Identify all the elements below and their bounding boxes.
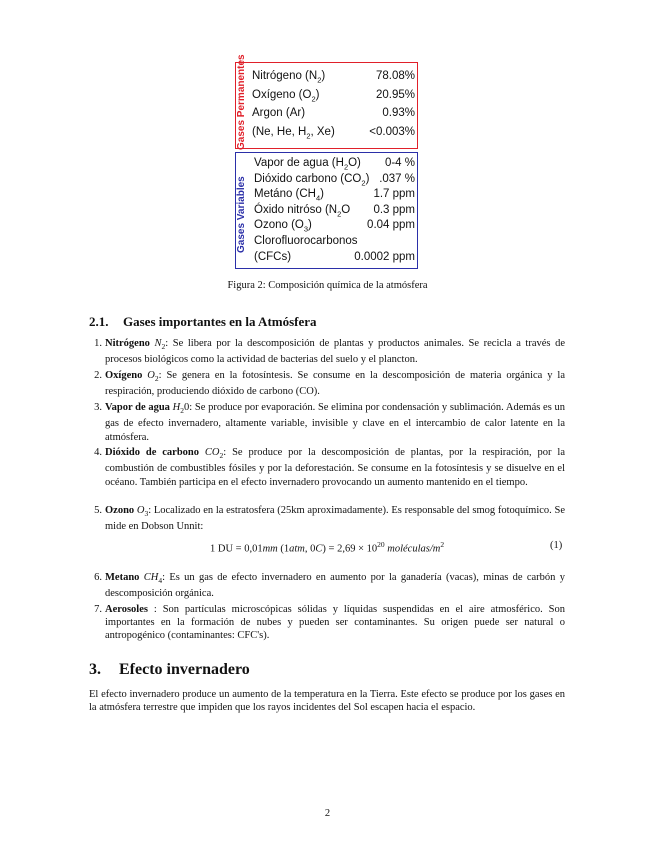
item-text: : Es un gas de efecto invernadero en aumento por la ganadería (vacas), minas de carbón y descomposición orgánica. — [105, 572, 565, 600]
permanent-row — [252, 89, 415, 105]
variable-row — [254, 173, 415, 189]
item-number: 3. — [94, 402, 102, 413]
variable-row — [254, 251, 415, 267]
permanent-row — [252, 126, 415, 142]
equation-body — [210, 540, 444, 555]
variable-gas-value: 0.04 ppm — [367, 219, 415, 232]
permanent-row — [252, 70, 415, 86]
variable-row — [254, 235, 415, 251]
item-formula-sub: 2 — [161, 342, 166, 352]
variable-gas-value: 0.0002 ppm — [354, 250, 415, 263]
section-title: Gases importantes en la Atmósfera — [123, 314, 317, 329]
permanent-gas-name: Argon (Ar) — [252, 107, 306, 119]
item-text: : Se genera en la fotosíntesis. Se consume en la descomposición de materia orgánica y la respiración, produciendo dióxido de carbono (CO). — [105, 370, 566, 398]
item-number: 7. — [94, 604, 102, 615]
greenhouse-paragraph: El efecto invernadero produce un aumento de la temperatura en la Tierra. Este efecto se produce por los gases en la atmósfera terrestre que impiden que los rayos incidentes del Sol escapen hacia el espacio. — [89, 689, 565, 714]
variable-gas-value: .037 % — [379, 172, 415, 185]
item-term: Ozono — [105, 505, 135, 516]
eq-exp: 20 — [377, 540, 385, 549]
item-number: 1. — [94, 338, 102, 349]
section-number: 2.1. — [89, 314, 109, 329]
item-text: : Son partículas microscópicas sólidas y líquidas suspendidas en el aire atmosférico. Son importantes en la formación de nubes y pueden ser contaminantes. Su origen puede ser natural o antropogénico (contaminantes: CFC's). — [105, 604, 566, 642]
permanent-gas-value: <0.003% — [369, 125, 415, 138]
permanent-gases-label: Gases Permanentes — [236, 54, 247, 150]
page-number: 2 — [324, 808, 331, 819]
permanent-row — [252, 107, 415, 123]
eq-rhs: ) = 2,69 × 10 — [322, 543, 378, 555]
item-text: 0: Se produce por evaporación. Se elimina por condensación y sublimación. Además es un gas de efecto invernadero, altamente variable, invisible y clave en el intercambio de calor latente en la atmósfera. — [105, 402, 565, 443]
item-formula: CH — [143, 572, 159, 583]
eq-c: C — [315, 543, 323, 555]
variable-gas-name: Óxido nitróso ($N_2O$ — [254, 203, 351, 219]
item-term: Metano — [105, 572, 140, 583]
item-text: : Se libera por la descomposición de plantas y productos animales. Se recicla a través de procesos biológicos como la actividad de bacterias del suelo y el plancton. — [105, 338, 566, 366]
list-item — [94, 401, 565, 444]
variable-gas-name: Vapor de agua $(H_2O)$ — [254, 157, 361, 172]
list-item — [94, 369, 566, 399]
variable-gas-value: 1.7 ppm — [373, 188, 415, 201]
chapter-title: Efecto invernadero — [119, 661, 250, 678]
variable-gases-label: Gases Variables — [236, 176, 247, 253]
section-heading — [89, 314, 317, 330]
chapter-heading — [89, 661, 250, 679]
variable-gas-name: Dióxido carbono $(CO_2)$ — [254, 172, 370, 187]
item-number: 6. — [94, 572, 102, 583]
item-formula: O — [136, 505, 145, 516]
item-formula: H — [172, 402, 181, 413]
item-formula-sub: 4 — [158, 576, 163, 586]
eq-atm: atm — [289, 543, 305, 555]
equation-number: (1) — [550, 540, 563, 551]
eq-mid2: , 0 — [304, 543, 316, 555]
variable-gas-name: (CFCs) — [254, 250, 292, 263]
list-item — [94, 504, 566, 534]
item-formula: CO — [204, 447, 220, 458]
item-formula-sub: 3 — [144, 509, 149, 519]
permanent-gas-name: (Ne, He, $H_2$, Xe) — [252, 125, 335, 140]
variable-gas-value: 0.3 ppm — [373, 203, 415, 216]
list-item — [94, 603, 566, 643]
eq-exp2: 2 — [440, 540, 445, 549]
item-text: : Se produce por la descomposición de plantas, por la respiración, por la combustión de combustibles fósiles y por la deforestación. Se consume en la fotosíntesis y se disuelve en el océano. También participa en el efecto invernadero provocando un aumento mantenido en el tiempo. — [105, 447, 566, 488]
permanent-gas-name: Oxígeno $(O_2)$ — [252, 88, 320, 103]
eq-unit: mm — [262, 543, 278, 555]
item-number: 2. — [94, 370, 102, 381]
variable-row — [254, 204, 415, 220]
item-number: 4. — [94, 447, 102, 458]
eq-mid: (1 — [277, 543, 290, 555]
permanent-gas-name: Nitrógeno $(N_2)$ — [252, 70, 326, 85]
item-term: Nitrógeno — [105, 338, 150, 349]
list-item — [94, 571, 565, 601]
item-formula-sub: 2 — [154, 374, 159, 384]
variable-gas-name: Metáno $(CH_4)$ — [254, 188, 325, 203]
variable-gas-name: Ozono $(O_3)$ — [254, 219, 312, 234]
item-formula-sub: 2 — [180, 406, 184, 416]
permanent-gas-value: 20.95% — [375, 88, 415, 101]
item-text: : Localizado en la estratosfera (25km aproximadamente). Es responsable del smog fotoquímico. Se mide en Dobson Unnit: — [105, 505, 566, 533]
figure-caption: Figura 2: Composición química de la atmósfera — [227, 280, 428, 291]
variable-row — [254, 157, 415, 173]
permanent-gas-value: 78.08% — [375, 70, 415, 82]
item-term: Aerosoles — [105, 604, 148, 615]
item-formula: N — [154, 338, 162, 349]
list-item — [94, 337, 566, 367]
variable-gas-name: Clorofluorocarbonos — [254, 235, 358, 247]
variable-gas-value: 0-4 % — [384, 157, 415, 169]
list-item — [94, 446, 566, 489]
eq-lhs: 1 DU = 0,01 — [210, 543, 263, 555]
item-formula-sub: 2 — [219, 451, 224, 461]
variable-row — [254, 219, 415, 235]
item-number: 5. — [94, 505, 102, 516]
eq-tail: moléculas/m — [384, 543, 441, 555]
item-term: Dióxido de carbono — [105, 447, 200, 458]
item-formula: O — [147, 370, 155, 381]
permanent-gas-value: 0.93% — [382, 107, 415, 119]
chapter-number: 3. — [89, 661, 101, 678]
item-term: Vapor de agua — [105, 402, 170, 413]
variable-row — [254, 188, 415, 204]
item-term: Oxígeno — [105, 370, 143, 381]
